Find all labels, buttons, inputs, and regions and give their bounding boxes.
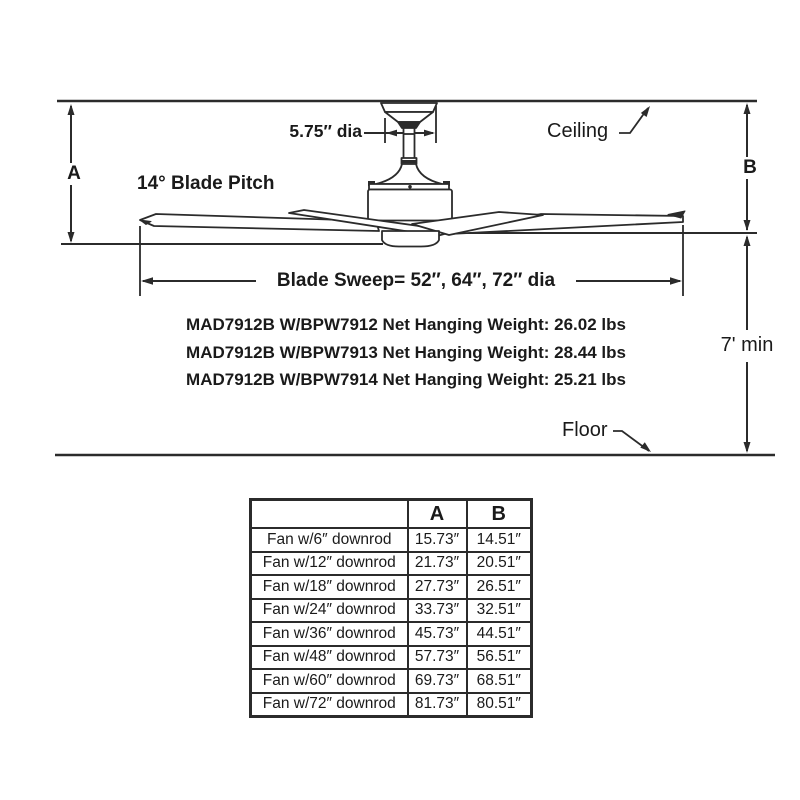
downrod-label: Fan w/72″ downrod: [251, 693, 408, 717]
table-row: [251, 552, 532, 576]
hanging-weight-line: MAD7912B W/BPW7914 Net Hanging Weight: 25.21 lbs: [186, 370, 626, 389]
dim-b-value: 26.51″: [467, 575, 532, 599]
canopy-diameter-label: 5.75″ dia: [289, 121, 362, 141]
downrod: [404, 128, 415, 159]
motor-housing: [368, 190, 452, 221]
downrod-label: Fan w/24″ downrod: [251, 599, 408, 623]
table-row: [251, 693, 532, 717]
dim-a-value: 15.73″: [408, 528, 467, 552]
table-row: [251, 622, 532, 646]
downrod-label: Fan w/12″ downrod: [251, 552, 408, 576]
dim-a-value: 57.73″: [408, 646, 467, 670]
downrod-label: Fan w/18″ downrod: [251, 575, 408, 599]
floor-label: Floor: [562, 419, 608, 441]
dim-a-value: 69.73″: [408, 669, 467, 693]
dim-a-value: 21.73″: [408, 552, 467, 576]
downrod-label: Fan w/6″ downrod: [251, 528, 408, 552]
ceiling-label: Ceiling: [547, 120, 609, 142]
table-row: [251, 669, 532, 693]
housing-screw: [408, 185, 412, 189]
dim-b-value: 14.51″: [467, 528, 532, 552]
dimension-a-label: A: [57, 163, 91, 185]
downrod-label: Fan w/60″ downrod: [251, 669, 408, 693]
table-header-blank: [251, 500, 408, 529]
dim-b-value: 80.51″: [467, 693, 532, 717]
dim-b-value: 56.51″: [467, 646, 532, 670]
dim-a-value: 45.73″: [408, 622, 467, 646]
table-row: [251, 575, 532, 599]
blade-pitch-label: 14° Blade Pitch: [137, 173, 275, 194]
dimension-b-label: B: [733, 157, 767, 179]
dim-a-value: 27.73″: [408, 575, 467, 599]
table-row: [251, 599, 532, 623]
dim-b-value: 20.51″: [467, 552, 532, 576]
mounting-cone: [376, 164, 442, 184]
min-height-label: 7' min: [720, 334, 774, 356]
dim-b-value: 32.51″: [467, 599, 532, 623]
dim-a-value: 33.73″: [408, 599, 467, 623]
canopy-body: [385, 112, 433, 122]
table-row: [251, 528, 532, 552]
hanging-weight-notes: [156, 311, 656, 394]
dim-b-value: 68.51″: [467, 669, 532, 693]
table-header-a: A: [408, 500, 467, 529]
blade-sweep-label: Blade Sweep= 52″, 64″, 72″ dia: [276, 270, 556, 291]
table-header-row: [251, 500, 532, 529]
downrod-label: Fan w/36″ downrod: [251, 622, 408, 646]
dim-b-value: 44.51″: [467, 622, 532, 646]
bottom-cap: [382, 231, 439, 247]
hanging-weight-line: MAD7912B W/BPW7912 Net Hanging Weight: 26.02 lbs: [186, 315, 626, 334]
dim-a-value: 81.73″: [408, 693, 467, 717]
table-row: [251, 646, 532, 670]
downrod-label: Fan w/48″ downrod: [251, 646, 408, 670]
downrod-dimension-table: [249, 498, 533, 718]
canopy-top: [381, 103, 437, 112]
table-header-b: B: [467, 500, 532, 529]
hanging-weight-line: MAD7912B W/BPW7913 Net Hanging Weight: 28.44 lbs: [186, 342, 626, 362]
